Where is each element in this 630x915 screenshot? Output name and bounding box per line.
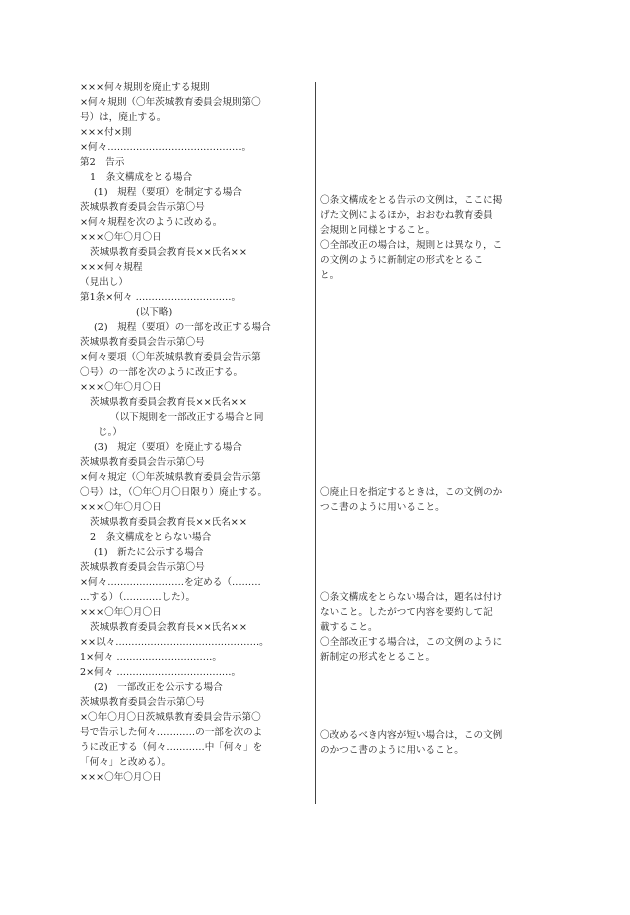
text-line: 茨城県教育委員会教育長××氏名×× [90,247,247,258]
note-line: 載すること。 [320,622,378,633]
text-line: ×何々規程を次のように改める。 [80,217,223,228]
text-line: ×何々要項（〇年茨城県教育委員会告示第 [80,352,261,363]
note-line: 〇条文構成をとらない場合は，題名は付け [320,592,503,603]
text-line: じ。） [98,427,122,438]
text-line: ×××〇年〇月〇日 [80,772,162,783]
text-line: （以下規則を一部改正する場合と同 [110,412,264,423]
text-line: 茨城県教育委員会告示第〇号 [80,202,205,213]
case-heading: (1) 規程（要項）を制定する場合 [94,187,242,198]
text-line: ×××〇年〇月〇日 [80,382,162,393]
case-heading: (2) 規程（要項）の一部を改正する場合 [94,322,271,333]
case-heading: (2) 一部改正を公示する場合 [94,682,223,693]
text-line: 茨城県教育委員会告示第〇号 [80,697,205,708]
text-line: ×××〇年〇月〇日 [80,607,162,618]
note-line: ないこと。したがつて内容を要約して記 [320,607,493,618]
text-line: ×何々規則（〇年茨城教育委員会規則第〇 [80,97,261,108]
text-line: 第1条×何々 …………………………。 [80,292,242,303]
column-divider [315,82,316,804]
note-line: 〇改めるべき内容が短い場合は，この文例 [320,730,503,741]
text-line: 茨城県教育委員会告示第〇号 [80,562,205,573]
subsection-heading: 2 条文構成をとらない場合 [90,532,212,543]
text-line: 号で告示した何々…………の一部を次のよ [80,727,263,738]
text-line: ×何々……………………………………。 [80,142,252,153]
text-line: ×××付×則 [80,127,132,138]
text-line: ×××何々規程 [80,262,143,273]
section-heading: 第2 告示 [80,157,125,168]
note-line: と。 [320,270,340,281]
text-line: ×何々……………………を定める（……… [80,577,261,588]
text-line: …する）（…………した）。 [80,592,196,603]
text-line: 茨城県教育委員会告示第〇号 [80,337,205,348]
text-line: 〇号）は，（〇年〇月〇日限り）廃止する。 [80,487,268,498]
note-line: 新制定の形式をとること。 [320,652,436,663]
text-line: 2×何々 ………………………………。 [80,667,242,678]
text-line: 茨城県教育委員会教育長××氏名×× [90,517,247,528]
text-line: ×〇年〇月〇日茨城県教育委員会告示第〇 [80,712,261,723]
subsection-heading: 1 条文構成をとる場合 [90,172,193,183]
text-line: ×××何々規則を廃止する規則 [80,82,210,93]
case-heading: (3) 規定（要項）を廃止する場合 [94,442,242,453]
text-line: 号）は，廃止する。 [80,112,167,123]
note-line: つこ書のように用いること。 [320,502,445,513]
case-heading: (1) 新たに公示する場合 [94,547,204,558]
text-line: 茨城県教育委員会教育長××氏名×× [90,622,247,633]
note-line: 会規則と同様とすること。 [320,225,436,236]
text-line: ××以々………………………………………。 [80,637,269,648]
text-line: 「何々」と改める）。 [80,757,172,768]
text-line: ×××〇年〇月〇日 [80,502,162,513]
text-line: 茨城県教育委員会告示第〇号 [80,457,205,468]
note-line: 〇条文構成をとる告示の文例は，ここに掲 [320,195,503,206]
text-line: 茨城県教育委員会教育長××氏名×× [90,397,247,408]
note-line: 〇全部改正の場合は，規則とは異なり，こ [320,240,503,251]
text-line: (以下略) [136,307,173,318]
text-line: ×何々規定（〇年茨城県教育委員会告示第 [80,472,261,483]
note-line: 〇廃止日を指定するときは，この文例のか [320,487,503,498]
note-line: の文例のように新制定の形式をとるこ [320,255,484,266]
text-line: （見出し） [80,277,128,288]
text-line: うに改正する（何々…………中「何々」を [80,742,263,753]
text-line: 1×何々 …………………………。 [80,652,222,663]
text-line: ×××〇年〇月〇日 [80,232,162,243]
note-line: 〇全部改正する場合は，この文例のように [320,637,503,648]
note-line: のかつこ書のように用いること。 [320,745,464,756]
note-line: げた文例によるほか，おおむね教育委員 [320,210,493,221]
text-line: 〇号）の一部を次のように改正する。 [80,367,244,378]
